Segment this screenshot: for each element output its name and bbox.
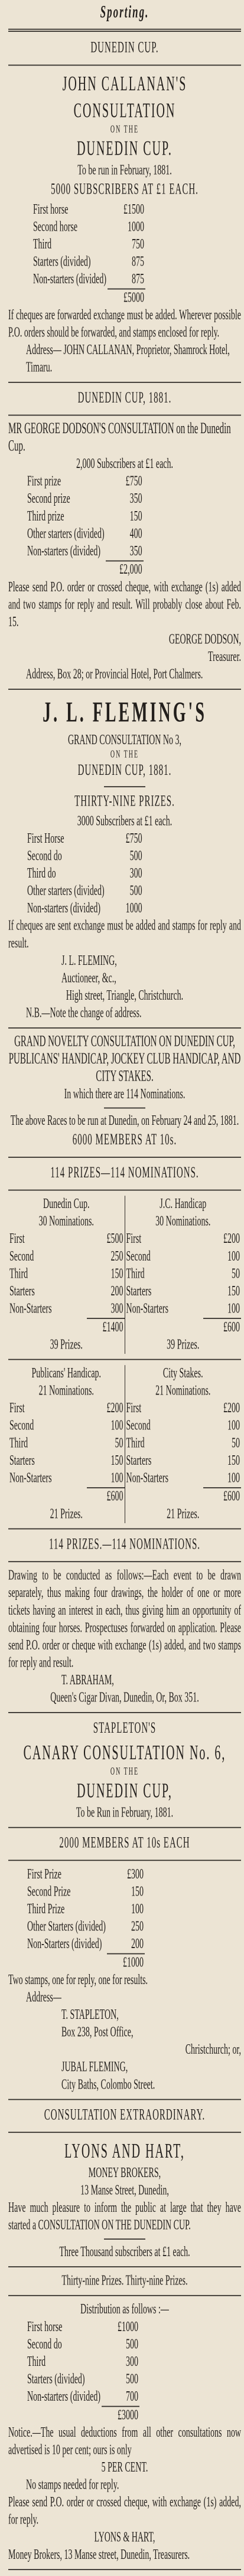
prize-row: Starters 150: [126, 1284, 240, 1300]
advert-address: Address, Box 28; or Provincial Hotel, Port Chalmers.: [26, 667, 203, 683]
advert-note: Please send P.O. order or crossed cheque, with exchange (1s) added and two stamps for reply and result. Will probably close about Feb. 15.: [8, 580, 241, 630]
prize-row: Third 150: [9, 1266, 123, 1282]
prize-row: Second 100: [9, 1418, 123, 1434]
prize-row: [26, 883, 144, 901]
divider: [104, 2238, 145, 2240]
advert-prizes-line: 114 PRIZES.—114 NOMINATIONS.: [48, 1536, 201, 1553]
divider: [8, 2569, 241, 2570]
advert-signer: J. L. FLEMING,: [61, 953, 117, 969]
advert-subheading: DUNEDIN CUP.: [90, 40, 159, 57]
advert-title: CANARY CONSULTATION No. 6,: [23, 1742, 226, 1765]
advert-run-date: To be Run in February, 1881.: [76, 1805, 174, 1821]
column-nominations: 21 Nominations.: [155, 1383, 211, 1399]
prize-amount: 200: [131, 1936, 144, 1952]
dodson-advert: [8, 388, 241, 683]
advert-subheading: DUNEDIN CUP, 1881.: [77, 389, 172, 407]
prize-label: Other Starters (divided): [27, 1919, 106, 1935]
column-head: Publicans' Handicap.: [31, 1366, 102, 1382]
prize-label: First horse: [27, 2319, 63, 2335]
prize-label: First Horse: [27, 831, 64, 847]
prize-label: Third: [33, 237, 52, 253]
column-prizes: 39 Prizes.: [167, 1337, 200, 1353]
prize-label: Third do: [27, 866, 56, 882]
prize-row: [26, 830, 144, 848]
section-header: Sporting.: [100, 2, 149, 22]
divider: [8, 1860, 241, 1861]
divider: [8, 1712, 241, 1713]
prize-amount: 250: [131, 1919, 144, 1935]
column-nominations: 30 Nominations.: [38, 1214, 94, 1230]
prize-label: Non-starters (divided): [27, 544, 101, 559]
advert-signer: T. ABRAHAM,: [61, 1672, 114, 1689]
advert-signer-address: Money Brokers, 13 Manse street, Dunedin, Treasurers.: [8, 2547, 190, 2563]
prize-row: [26, 865, 144, 883]
advert-name: JOHN CALLANAN'S: [62, 73, 187, 96]
column-head: City Stakes.: [162, 1366, 203, 1382]
prize-label: Other starters (divided): [27, 526, 105, 542]
advert-subscribers: 2,000 Subscribers at £1 each.: [76, 456, 174, 473]
prize-label: Non-starters (divided): [33, 271, 107, 287]
column-table: [125, 1230, 242, 1336]
fleming-advert: [8, 695, 241, 1022]
column-table: [8, 1400, 125, 1505]
divider: [8, 65, 241, 66]
divider: [8, 1528, 241, 1530]
prize-label: First Prize: [27, 1867, 61, 1883]
advert-prizes-count: Thirty-nine Prizes. Thirty-nine Prizes.: [61, 2273, 188, 2289]
prize-row: [32, 218, 145, 236]
divider: [104, 786, 145, 787]
prize-row: Non-Starters 100: [126, 1301, 240, 1317]
novelty-advert: [8, 1033, 241, 1707]
prize-row: [26, 508, 144, 526]
advert-title: LYONS AND HART,: [64, 2140, 185, 2163]
prize-row: Second 100: [126, 1418, 240, 1434]
prize-label: Other starters (divided): [27, 883, 105, 899]
prize-label: Non-Starters (divided): [27, 1936, 102, 1952]
prize-amount: 300: [126, 2354, 139, 2370]
advert-distribution: Distribution as follows :—: [80, 2302, 169, 2318]
column-nominations: 30 Nominations.: [155, 1214, 211, 1230]
prize-row: Non-Starters 300: [9, 1301, 123, 1317]
prize-row: [32, 201, 145, 219]
callanan-advert: [8, 38, 241, 377]
advert-on-the: ON THE: [110, 1766, 139, 1778]
advert-note: Drawing to be conducted as follows:—Each event to be drawn separately, thus making four drawings, the holder of one or more tickets having an interest in each, thus giving him an opportunity of obtaining four horses. Prospectuses forwarded on application. Please send P.O. order or cheque with exchange (1s) added, and two stamps for reply and result.: [8, 1568, 241, 1671]
stapleton-advert: [8, 1718, 241, 2094]
divider: [8, 689, 241, 690]
advert-signer: T. STAPLETON,: [61, 2007, 119, 2023]
prize-row: [26, 1866, 145, 1884]
divider: [8, 1359, 241, 1360]
advert-subscribers: 3000 Subscribers at £1 each.: [77, 814, 173, 830]
prize-amount: 350: [129, 544, 142, 559]
prize-row: [26, 1901, 145, 1919]
prize-label: Starters (divided): [33, 254, 91, 270]
divider: [8, 415, 241, 416]
advert-signer: LYONS & HART,: [94, 2530, 155, 2546]
advert-run-date: The above Races to be run at Dunedin, on February 24 and 25, 1881.: [10, 1114, 239, 1130]
prize-row: First £500: [9, 1232, 123, 1248]
advert-box: Box 238, Post Office,: [61, 2025, 134, 2041]
advert-city: Christchurch; or,: [185, 2043, 241, 2058]
advert-signer: GEORGE DODSON,: [168, 632, 241, 648]
header-rule: [8, 29, 241, 32]
advert-nominations: In which there are 114 Nominations.: [64, 1086, 186, 1102]
advert-stamp-note: No stamps needed for reply.: [26, 2477, 119, 2493]
column-table: [8, 1230, 125, 1336]
advert-address: Queen's Cigar Divan, Dunedin, Or, Box 351.: [50, 1690, 199, 1706]
prize-label: Third prize: [27, 509, 64, 525]
advert-title: GRAND CONSULTATION No 3,: [67, 732, 182, 748]
divider: [8, 382, 241, 383]
prize-label: Non-starters (divided): [27, 901, 101, 917]
prize-table: [26, 473, 144, 579]
prize-row: Starters 200: [9, 1284, 123, 1300]
prize-row: [26, 1919, 145, 1936]
divider: [8, 2132, 241, 2133]
prize-row: [32, 271, 145, 289]
column-head: Dunedin Cup.: [43, 1196, 90, 1213]
divider: [8, 1561, 241, 1562]
prize-label: Third: [27, 2354, 46, 2370]
prize-label: First prize: [27, 474, 61, 490]
advert-notice: Notice.—The usual deductions from all other consultations now advertised is 10 per cent; ours is only: [8, 2425, 241, 2459]
prize-row: Non-Starters 100: [126, 1471, 240, 1487]
divider: [104, 1108, 145, 1109]
divider: [8, 2099, 241, 2100]
prize-row: Third 50: [9, 1436, 123, 1452]
prize-label: Starters (divided): [27, 2372, 85, 2388]
prize-label: First horse: [33, 202, 69, 218]
jc-column: [125, 1196, 242, 1354]
prize-amount: 1000: [125, 901, 142, 917]
prize-total-row: £1400: [8, 1318, 125, 1336]
prize-amount: 700: [126, 2389, 139, 2405]
prize-total-row: [26, 2407, 139, 2424]
prize-row: Third 50: [126, 1436, 240, 1452]
advert-title: GRAND NOVELTY CONSULTATION ON DUNEDIN CUP, PUBLICANS' HANDICAP, JOCKEY CLUB HANDICAP, AND CITY STAKES.: [8, 1033, 241, 1085]
prize-row: [26, 543, 144, 561]
prize-columns: [8, 1196, 241, 1354]
prize-row: First £200: [9, 1401, 123, 1417]
prize-amount: 875: [132, 271, 145, 287]
prize-label: Second do: [27, 2337, 62, 2353]
prize-amount: £1000: [118, 2319, 139, 2335]
advert-subscribers: Three Thousand subscribers at £1 each.: [59, 2244, 190, 2260]
prize-row: First £200: [126, 1401, 240, 1417]
prize-row: [26, 2336, 139, 2354]
prize-total-row: £600: [125, 1488, 242, 1505]
lyons-advert: [8, 2105, 241, 2564]
prize-row: Second 250: [9, 1249, 123, 1265]
publicans-column: [8, 1365, 125, 1523]
prize-amount: 150: [129, 509, 142, 525]
advert-note: Please send P.O. order or crossed cheque, with exchange (1s) added, for reply.: [8, 2495, 241, 2528]
prize-amount: 500: [126, 2337, 139, 2353]
advert-stamps: Two stamps, one for reply, one for results.: [8, 1972, 148, 1988]
prize-total: £1000: [107, 1954, 145, 1972]
prize-row: Starters 150: [126, 1453, 240, 1469]
prize-row: [32, 254, 145, 271]
prize-columns: [8, 1365, 241, 1523]
advert-nb: N.B.—Note the change of address.: [26, 1006, 142, 1022]
column-prizes: 39 Prizes.: [50, 1337, 83, 1353]
prize-amount: 350: [129, 492, 142, 508]
divider: [8, 1027, 241, 1029]
prize-row: Non-Starters 100: [9, 1471, 123, 1487]
advert-subscribers: 5000 SUBSCRIBERS AT £1 EACH.: [51, 181, 199, 198]
advert-title: CONSULTATION: [73, 99, 176, 122]
advert-cup: DUNEDIN CUP.: [77, 138, 173, 161]
column-head: J.C. Handicap: [160, 1196, 207, 1213]
advert-note: If cheques are sent exchange must be added and stamps for reply and result.: [8, 918, 241, 952]
prize-amount: 500: [129, 883, 142, 899]
prize-row: [26, 2354, 139, 2371]
advert-cup: DUNEDIN CUP, 1881.: [77, 762, 172, 780]
advert-text: Have much pleasure to inform the public at large that they have started a CONSULTATION ON THE DUNEDIN CUP.: [8, 2200, 241, 2234]
advert-name: J. L. FLEMING'S: [43, 696, 207, 729]
prize-label: Second prize: [27, 492, 70, 508]
advert-alt-name: JUBAL FLEMING,: [61, 2060, 128, 2076]
prize-row: [26, 2371, 139, 2389]
prize-row: [26, 1883, 145, 1901]
advert-address-label: Address—: [26, 1990, 61, 2006]
prize-label: Non-starters (divided): [27, 2389, 101, 2405]
prize-total-row: [32, 289, 145, 307]
prize-table: [26, 2319, 139, 2424]
divider: [8, 2266, 241, 2267]
prize-row: Third 50: [126, 1266, 240, 1282]
prize-row: [26, 2319, 139, 2336]
advert-subheading: STAPLETON'S: [93, 1720, 157, 1737]
prize-amount: 100: [131, 1901, 144, 1917]
prize-table: [26, 1866, 145, 1972]
advert-address: 13 Manse Street, Dunedin,: [80, 2183, 169, 2199]
prize-table: [26, 830, 144, 918]
prize-amount: 500: [129, 849, 142, 865]
column-nominations: 21 Nominations.: [38, 1383, 94, 1399]
prize-label: Second horse: [33, 220, 78, 235]
prize-amount: £300: [126, 1867, 144, 1883]
prize-row: First £200: [126, 1232, 240, 1248]
prize-total-row: [26, 1954, 145, 1972]
advert-address: High street, Triangle, Christchurch.: [66, 988, 184, 1004]
prize-row: Second 100: [126, 1249, 240, 1265]
column-content: [8, 0, 241, 2570]
advert-cup: DUNEDIN CUP,: [77, 1779, 173, 1803]
column-table: [125, 1400, 242, 1505]
prize-amount: 400: [129, 526, 142, 542]
prize-total: £2,000: [106, 561, 144, 578]
column-prizes: 21 Prizes.: [167, 1507, 200, 1523]
divider: [8, 1190, 241, 1191]
prize-total-row: £600: [8, 1488, 125, 1505]
divider: [8, 1827, 241, 1828]
prize-total: £3000: [102, 2407, 139, 2424]
divider: [8, 1157, 241, 1158]
advert-prizes-title: THIRTY-NINE PRIZES.: [74, 793, 175, 810]
advert-role: Treasurer.: [208, 649, 241, 666]
prize-label: Third Prize: [27, 1901, 65, 1917]
prize-row: [26, 848, 144, 866]
prize-row: Starters 150: [9, 1453, 123, 1469]
prize-amount: 300: [129, 866, 142, 882]
prize-label: Second do: [27, 849, 62, 865]
advert-prizes-line: 114 PRIZES—114 NOMINATIONS.: [50, 1165, 199, 1181]
advert-on-the: ON THE: [110, 749, 139, 761]
advert-run-date: To be run in February, 1881.: [77, 163, 172, 179]
advert-note: If cheques are forwarded exchange must be added. Wherever possible P.O. orders should be forwarded, and stamps enclosed for reply.: [8, 307, 241, 341]
advert-alt-address: City Baths, Colombo Street.: [61, 2077, 155, 2093]
divider: [8, 2295, 241, 2296]
prize-row: [26, 1936, 145, 1953]
advert-percent: 5 PER CENT.: [101, 2460, 148, 2476]
prize-amount: 1000: [128, 220, 145, 235]
prize-total-row: £600: [125, 1318, 242, 1336]
advert-members: 2000 MEMBERS AT 10s EACH: [59, 1835, 190, 1852]
prize-amount: £1500: [123, 202, 145, 218]
cup-column: [8, 1196, 125, 1354]
prize-table: [32, 201, 145, 307]
advert-role: MONEY BROKERS,: [88, 2165, 161, 2181]
prize-total: £5000: [108, 289, 145, 307]
prize-amount: 750: [132, 237, 145, 253]
prize-row: [26, 473, 144, 491]
advert-address: Address— JOHN CALLANAN, Proprietor, Shamrock Hotel, Timaru.: [26, 342, 230, 376]
advert-on-the: ON THE: [110, 124, 139, 136]
prize-amount: 150: [131, 1884, 144, 1900]
advert-subheading: CONSULTATION EXTRAORDINARY.: [44, 2107, 206, 2124]
prize-row: [26, 900, 144, 918]
prize-row: [26, 2388, 139, 2406]
advert-members: 6000 MEMBERS AT 10s.: [72, 1132, 177, 1149]
prize-amount: 875: [132, 254, 145, 270]
prize-amount: £750: [125, 474, 142, 490]
prize-total-row: [26, 561, 144, 578]
prize-row: [26, 525, 144, 543]
prize-amount: £750: [125, 831, 142, 847]
prize-amount: 500: [126, 2372, 139, 2388]
column-prizes: 21 Prizes.: [50, 1507, 83, 1523]
advert-title: MR GEORGE DODSON'S CONSULTATION on the Dunedin Cup.: [8, 421, 231, 455]
prize-row: [26, 490, 144, 508]
advert-role: Auctioneer, &c.,: [61, 971, 116, 987]
prize-row: [32, 236, 145, 254]
city-column: [125, 1365, 242, 1523]
prize-label: Second Prize: [27, 1884, 71, 1900]
newspaper-column: [8, 0, 241, 2576]
